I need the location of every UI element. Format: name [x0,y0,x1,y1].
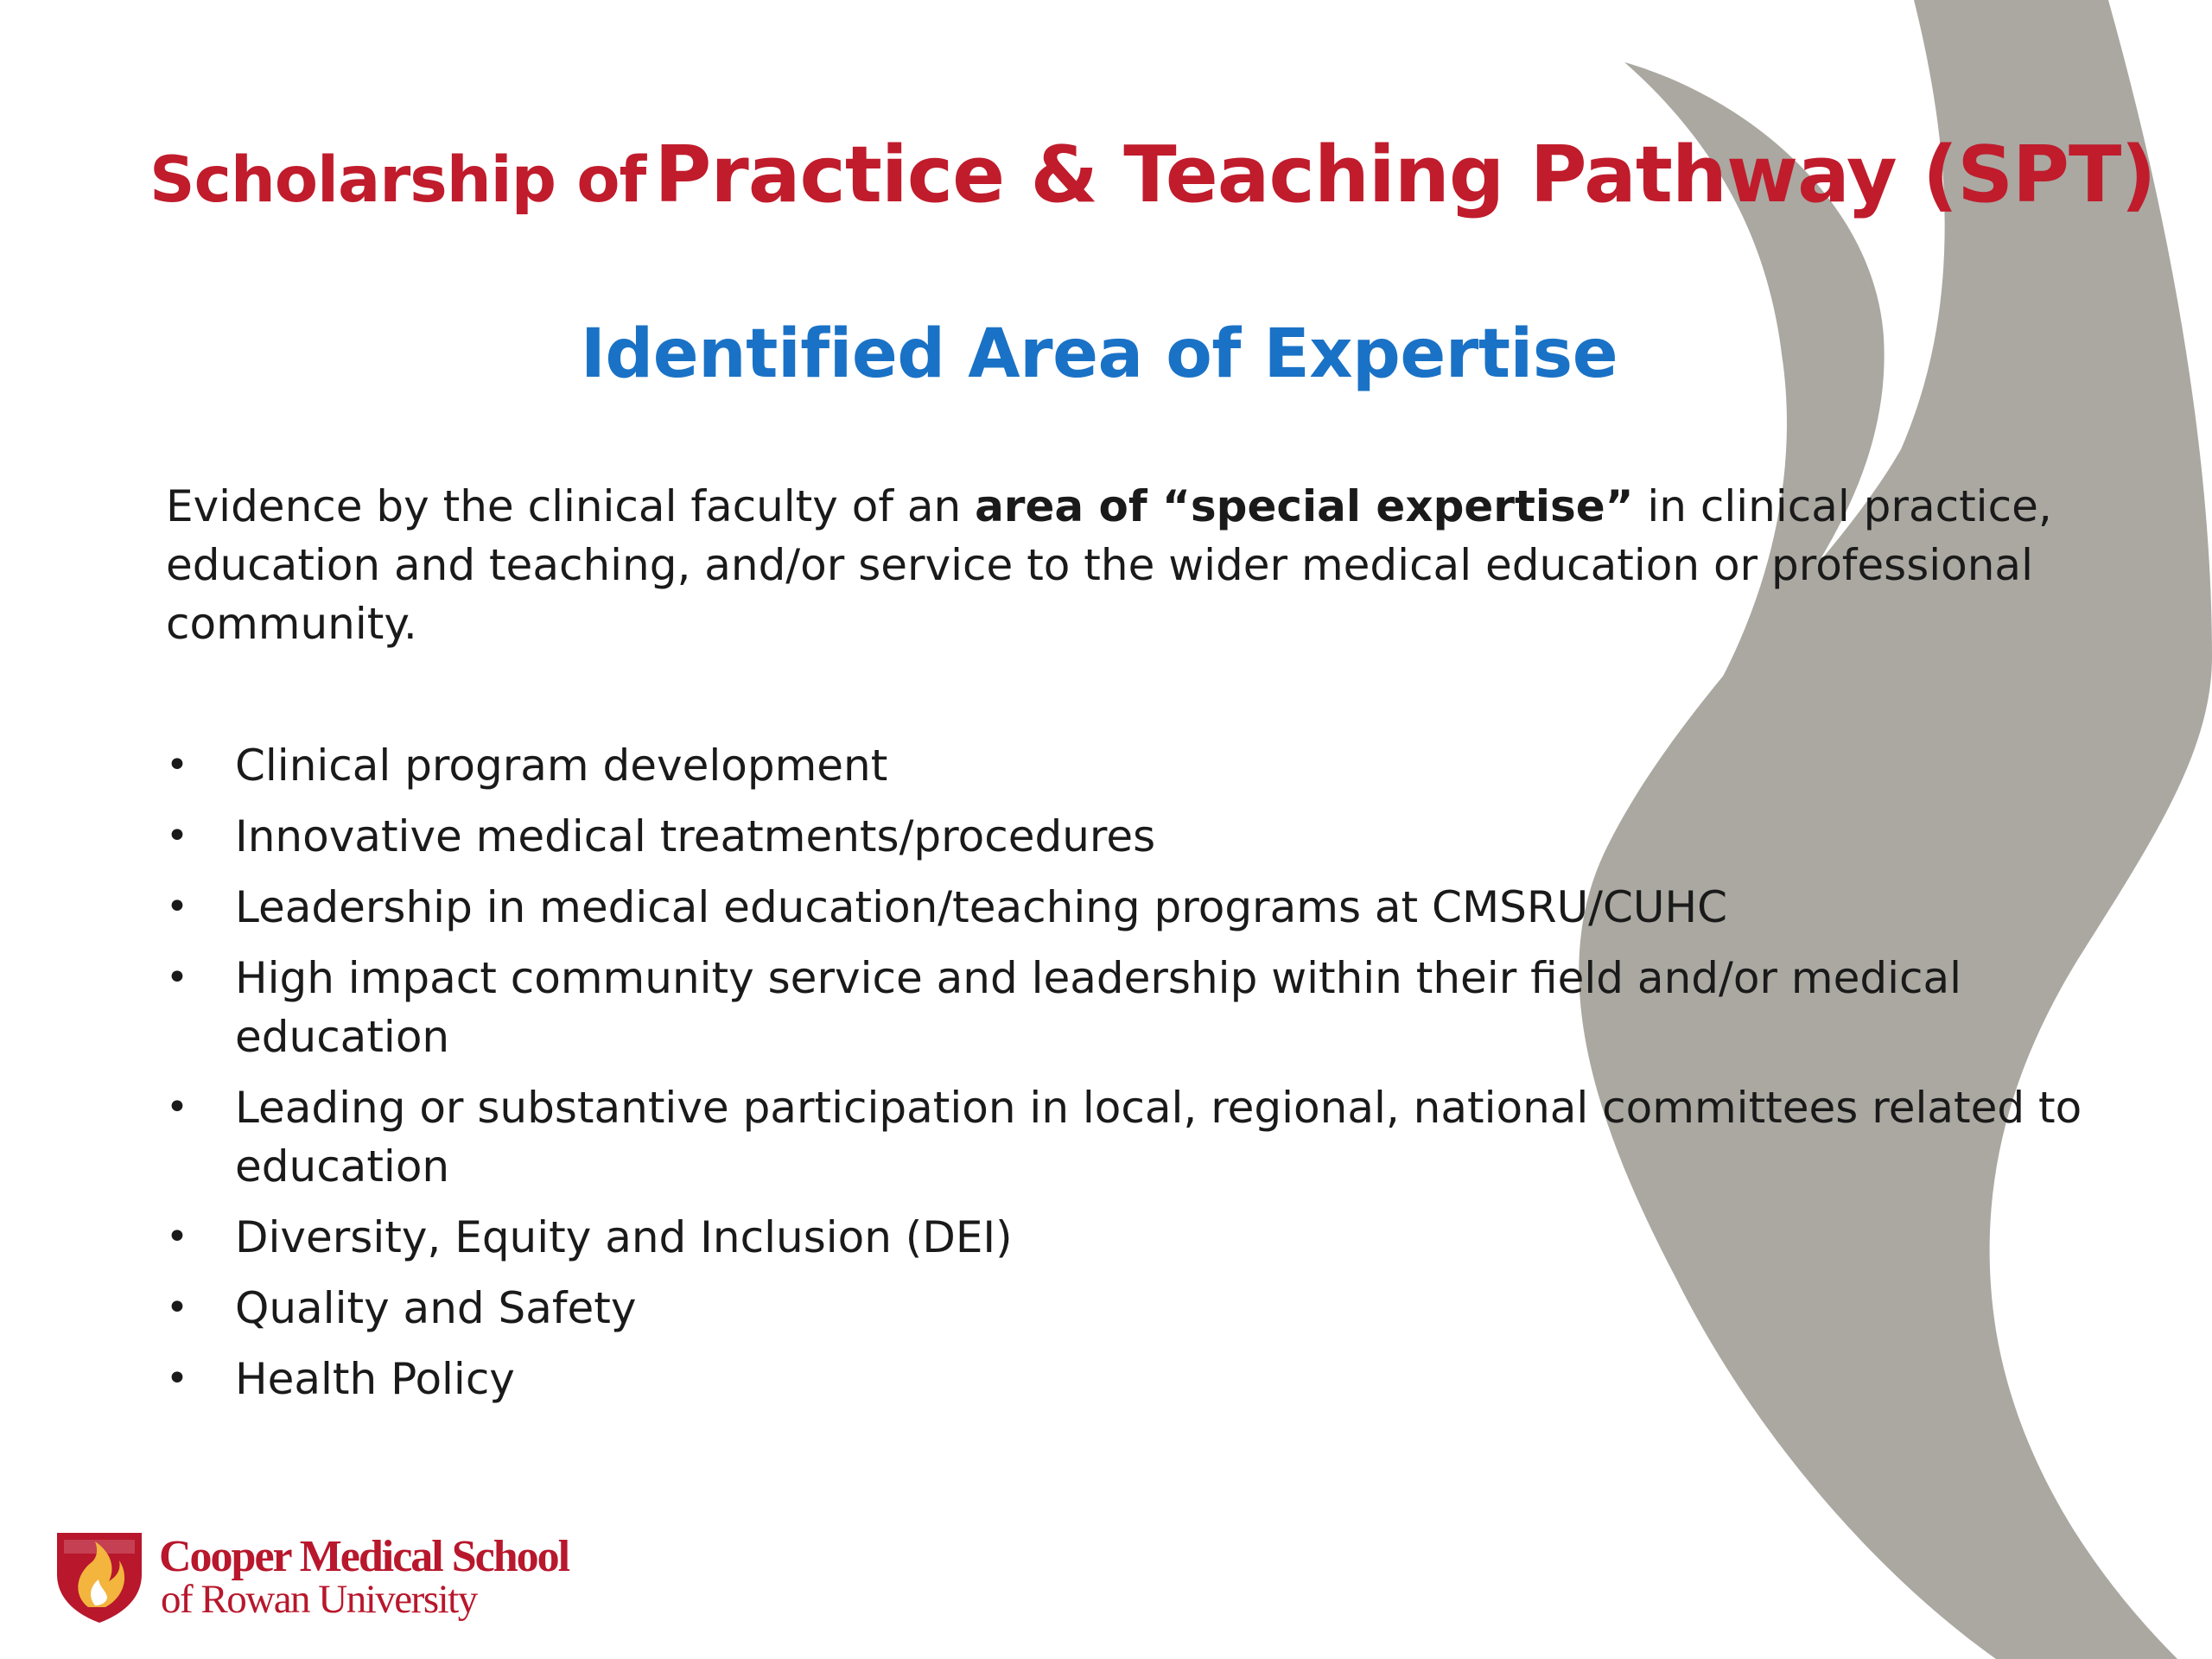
title-main: Practice & Teaching Pathway (SPT) [654,130,2156,220]
flame-shield-icon [54,1528,145,1624]
list-item: • Leadership in medical education/teaching programs at CMSRU/CUHC [166,878,2101,937]
list-item: • Innovative medical treatments/procedures [166,807,2101,866]
slide-title [149,130,2156,220]
title-lead: Scholarship of [149,143,646,217]
list-item: • Quality and Safety [166,1279,2101,1338]
list-item: • Leading or substantive participation in local, regional, national committees related to education [166,1078,2101,1196]
list-item: • Diversity, Equity and Inclusion (DEI) [166,1208,2101,1267]
list-item: • Clinical program development [166,736,2101,795]
logo-school-name: Cooper Medical School [159,1532,569,1581]
intro-text-after: in clinical practice, education and teaching, and/or service to the wider medical education or professional community. [166,481,2052,649]
expertise-list [166,736,2101,1421]
list-item: • Health Policy [166,1350,2101,1408]
intro-paragraph [166,477,2067,653]
intro-emphasis: area of “special expertise” [975,481,1634,531]
list-item: • High impact community service and leadership within their field and/or medical education [166,949,2101,1066]
slide-subtitle: Identified Area of Expertise [580,315,1618,393]
school-logo [54,1528,589,1631]
logo-university-name: of Rowan University [161,1577,477,1622]
intro-text-before: Evidence by the clinical faculty of an [166,481,976,531]
